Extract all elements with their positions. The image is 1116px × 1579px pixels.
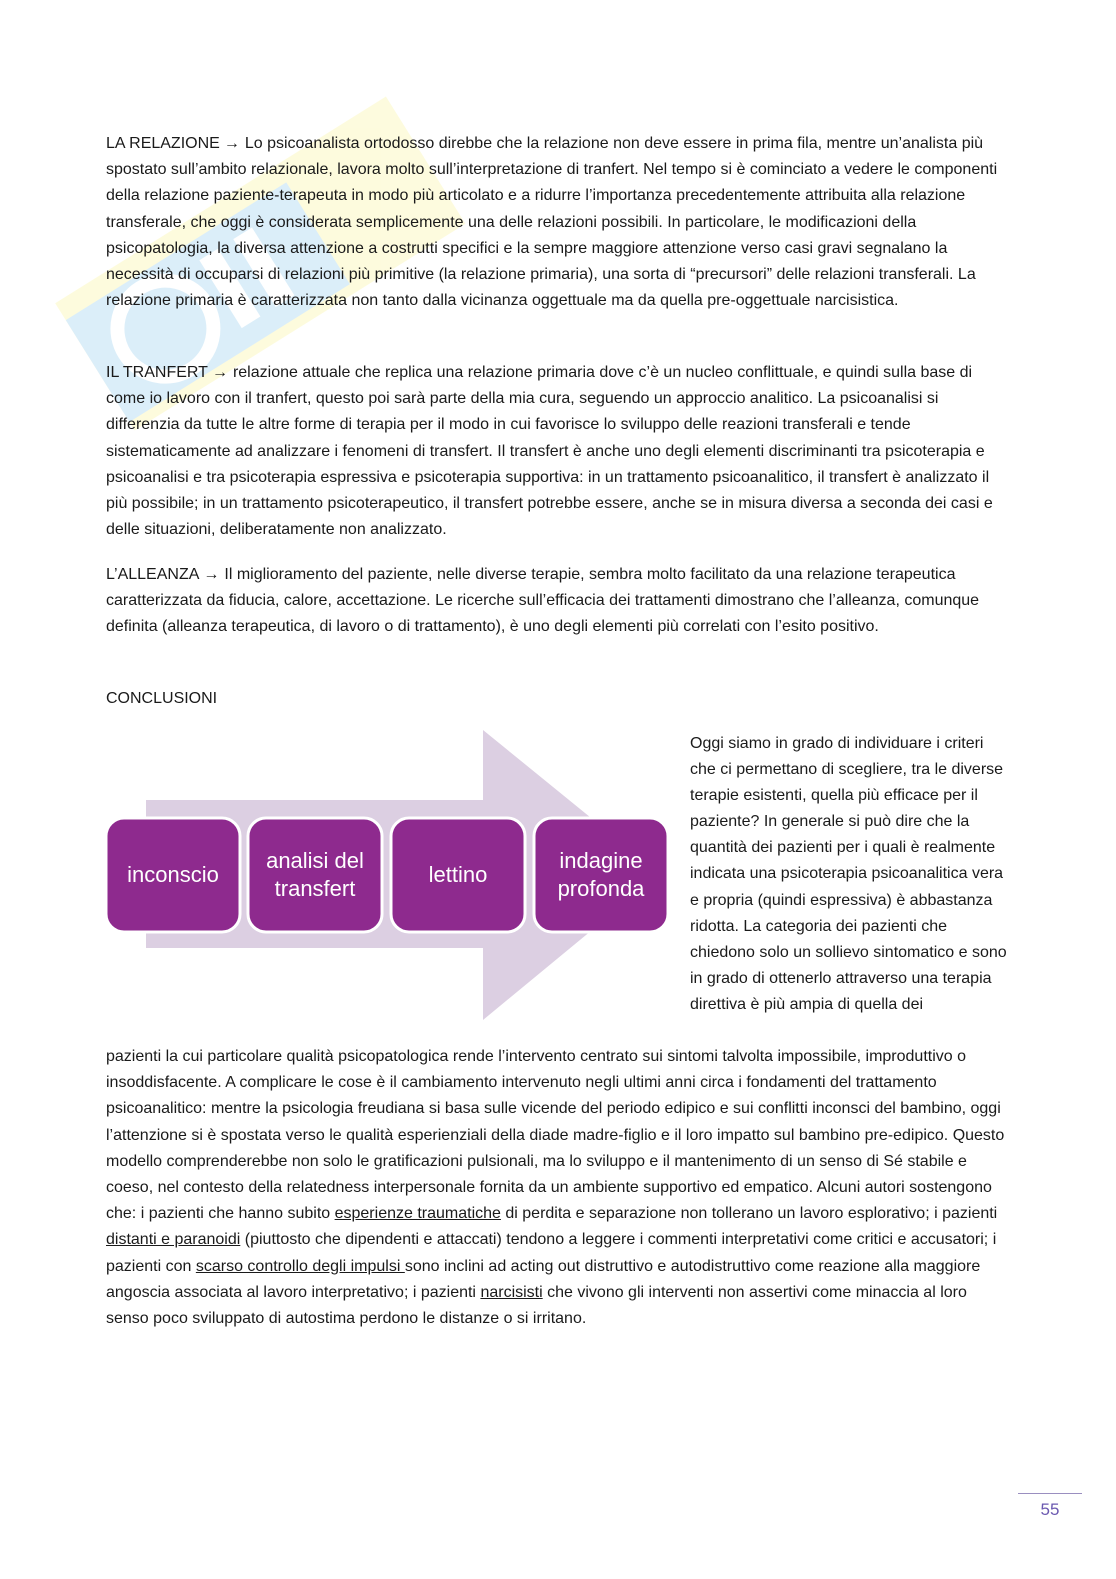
diagram-box-inconscio: inconscio [127,862,219,887]
underlined-term-narcisisti: narcisisti [480,1283,543,1301]
section-label-tranfert: IL TRANFERT [106,364,208,381]
underlined-term-esperienze-traumatiche: esperienze traumatiche [334,1205,501,1223]
underlined-term-scarso-controllo-impulsi: scarso controllo degli impulsi [195,1257,405,1275]
underlined-term-distanti-paranoidi: distanti e paranoidi [106,1231,241,1249]
paragraph-conclusioni-continuation [106,1044,1006,1332]
arrow-right-icon: → [211,364,228,381]
conclusioni-text-4: sono inclini ad acting out distruttivo e autodistruttivo come reazione alla maggiore angoscia associata al lavoro interpretativo; i pazienti [106,1257,981,1301]
paragraph-relazione-text: Lo psicoanalista ortodosso direbbe che la relazione non deve essere in prima fila, mentre un’analista più spostato sull’ambito relazionale, lavora molto sull’interpretazione di tranfert. Nel tempo si è cominciato a vedere le componenti della relazione paziente-terapeuta in modo più articolato e a ridurre l’importanza precedentemente attribuita alla relazione transferale, che oggi è considerata semplicemente una delle relazioni possibili. In particolare, le modificazioni della psicopatologia, la diversa attenzione a costrutti specifici e la sempre maggiore attenzione verso casi gravi segnalano la necessità di occuparsi di relazioni più primitive (la relazione primaria), una sorta di “precursori” delle relazioni transferali. La relazione primaria è caratterizzata non tanto dalla vicinanza oggettuale ma da quella pre-oggettuale narcisistica. [106,135,998,310]
conclusioni-text-1: pazienti la cui particolare qualità psicopatologica rende l’intervento centrato sui sintomi talvolta impossibile, improduttivo o insoddisfacente. A complicare le cose è il cambiamento intervenuto negli ultimi anni circa i fondamenti del trattamento psicoanalitico: mentre la psicologia freudiana si basa sulle vicende del periodo edipico e sui conflitti inconsci del bambino, oggi l’attenzione si è spostata verso le qualità esperienziali della diade madre-figlio e il loro impatto sul bambino pre-edipico. Questo modello comprenderebbe non solo le gratificazioni pulsionali, ma lo sviluppo e il mantenimento di un senso di Sé stabile e coeso, nel contesto della relatedness interpersonale fornita da un ambiente supportivo ed empatico. Alcuni autori sostengono che: i pazienti che hanno subito [106,1048,1005,1223]
conclusioni-text-3: (piuttosto che dipendenti e attaccati) tendono a leggere i commenti interpretativi come critici e accusatori; i pazienti con [106,1231,997,1275]
section-heading-conclusioni: CONCLUSIONI [106,690,218,707]
conclusioni-text-5: che vivono gli interventi non assertivi come minaccia al loro senso poco sviluppato di autostima perdono le distanze o si irritano. [106,1283,967,1328]
paragraph-relazione [106,131,1006,314]
diagram-box-analisi-transfert: analisi del transfert [266,848,364,901]
page-number: 55 [1018,1493,1082,1520]
diagram-box-lettino: lettino [428,862,488,887]
conclusioni-text-2: di perdita e separazione non tollerano un lavoro esplorativo; i pazienti [500,1205,998,1223]
section-label-alleanza: L’ALLEANZA [106,566,200,583]
paragraph-alleanza-text: Il miglioramento del paziente, nelle diverse terapie, sembra molto facilitato da una relazione terapeutica caratterizzata da fiducia, calore, accettazione. Le ricerche sull’efficacia dei trattamenti dimostrano che l’alleanza, comunque definita (alleanza terapeutica, di lavoro o di trattamento), è uno degli elementi più correlati con l’esito positivo. [106,566,980,636]
process-diagram [100,728,680,1024]
arrow-right-icon: → [203,566,220,583]
arrow-right-icon: → [223,135,240,152]
paragraph-alleanza [106,562,1006,641]
paragraph-tranfert [106,360,1006,543]
diagram-box-indagine-profonda: indagine profonda [557,848,645,901]
section-label-relazione: LA RELAZIONE [106,135,220,152]
conclusioni-side-text: Oggi siamo in grado di individuare i criteri che ci permettano di scegliere, tra le diverse terapie esistenti, quella più efficace per il paziente? In generale si può dire che la quantità dei pazienti per i quali è realmente indicata una psicoterapia psicoanalitica vera e propria (quindi espressiva) è abbastanza ridotta. La categoria dei pazienti che chiedono solo un sollievo sintomatico e sono in grado di ottenerlo attraverso una terapia direttiva è più ampia di quella dei [690,735,1007,1013]
paragraph-tranfert-text: relazione attuale che replica una relazione primaria dove c’è un nucleo conflittuale, e quindi sulla base di come io lavoro con il tranfert, questo poi sarà parte della mia cura, seguendo un approccio analitico. La psicoanalisi si differenzia da tutte le altre forme di terapia per il modo in cui favorisce lo sviluppo delle reazioni transferali e tende sistematicamente ad analizzare i fenomeni di transfert. Il transfert è anche uno degli elementi discriminanti tra psicoterapia e psicoanalisi e tra psicoterapia espressiva e psicoterapia supportiva: in un trattamento psicoanalitico, il transfert è analizzato il più possibile; in un trattamento psicoterapeutico, il transfert potrebbe essere, anche se in misura diversa a seconda dei casi e delle situazioni, deliberatamente non analizzato. [106,364,993,539]
